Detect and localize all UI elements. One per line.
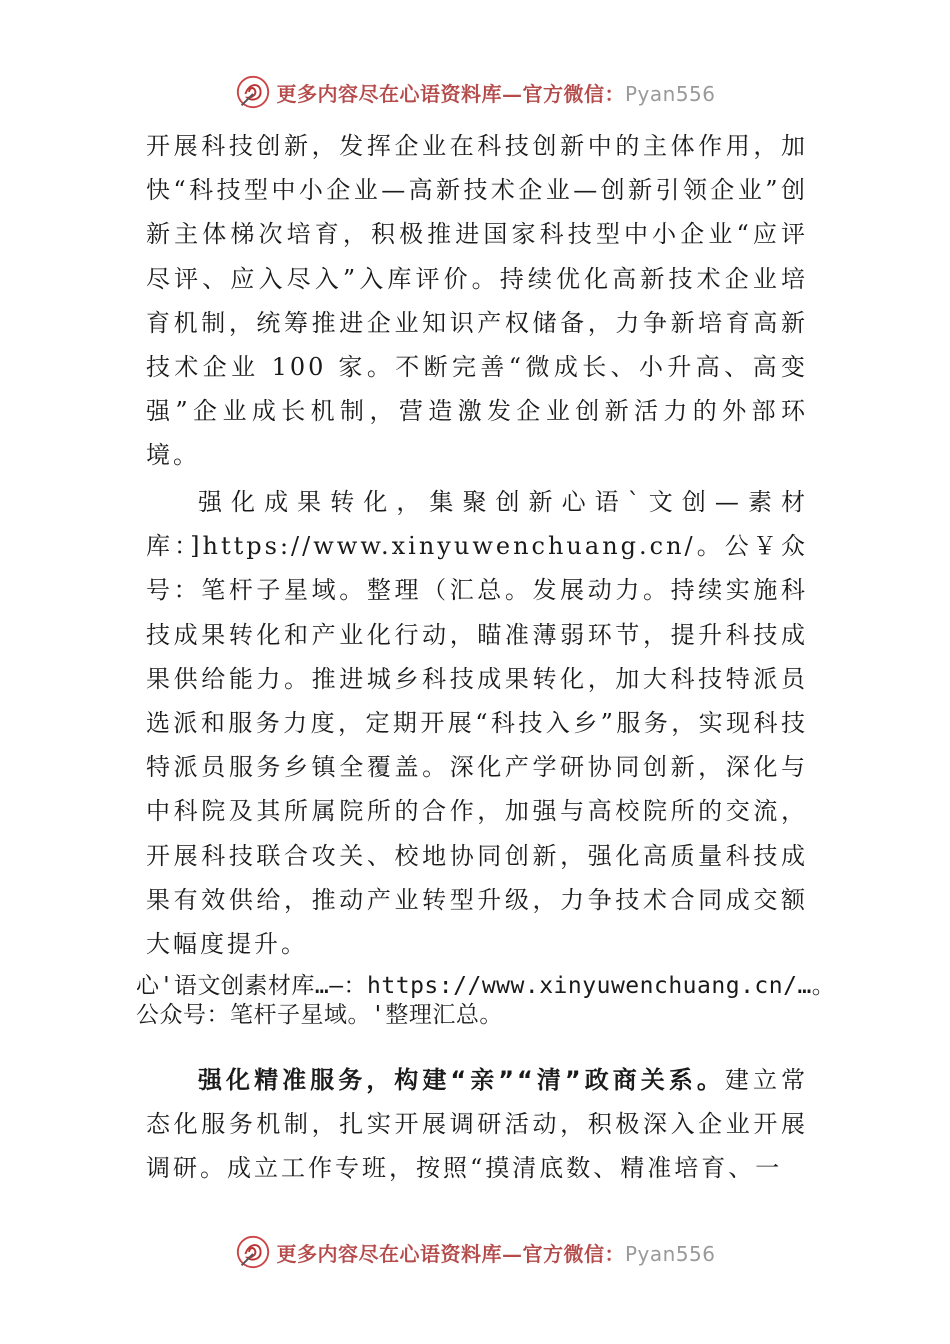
rose-logo-icon (234, 1233, 272, 1271)
wechat-id: Pyan556 (624, 1241, 716, 1266)
note-line: 心'语文创素材库…—：https://www.xinyuwenchuang.cn/…。公众号：笔杆子星域。'整理汇总。 (136, 973, 836, 1028)
rose-logo-icon (234, 73, 272, 111)
header-banner (0, 72, 950, 112)
paragraph-3 (146, 1058, 808, 1191)
banner-text: 更多内容尽在心语资料库—官方微信：Pyan556 (276, 1241, 716, 1266)
paragraph-2: 强化成果转化，集聚创新心语`文创—素材库：]https://www.xinyuwenchuang.cn/。公￥众号：笔杆子星域。整理（汇总。发展动力。持续实施科技成果转化和产业化行动，瞄准薄弱环节，提升科技成果供给能力。推进城乡科技成果转化，加大科技特派员选派和服务力度，定期开展“科技入乡”服务，实现科技特派员服务乡镇全覆盖。深化产学研协同创新，深化与中科院及其所属院所的合作，加强与高校院所的交流，开展科技联合攻关、校地协同创新，强化高质量科技成果有效供给，推动产业转型升级，力争技术合同成交额大幅度提升。 (146, 488, 808, 959)
paragraph-1: 开展科技创新，发挥企业在科技创新中的主体作用，加快“科技型中小企业—高新技术企业—创新引领企业”创新主体梯次培育，积极推进国家科技型中小企业“应评尽评、应入尽入”入库评价。持续优化高新技术企业培育机制，统筹推进企业知识产权储备，力争新培育高新技术企业 100 家。不断完善“微成长、小升高、高变强”企业成长机制，营造激发企业创新活力的外部环境。 (146, 132, 808, 470)
paragraph-3-body: 建立常态化服务机制，扎实开展调研活动，积极深入企业开展调研。成立工作专班，按照“摸清底数、精准培育、一 (146, 1066, 809, 1183)
footer-banner (0, 1232, 950, 1272)
wechat-id: Pyan556 (624, 81, 716, 106)
banner-text: 更多内容尽在心语资料库—官方微信：Pyan556 (276, 81, 716, 106)
paragraph-3-heading: 强化精准服务，构建“亲”“清”政商关系。 (198, 1066, 725, 1094)
